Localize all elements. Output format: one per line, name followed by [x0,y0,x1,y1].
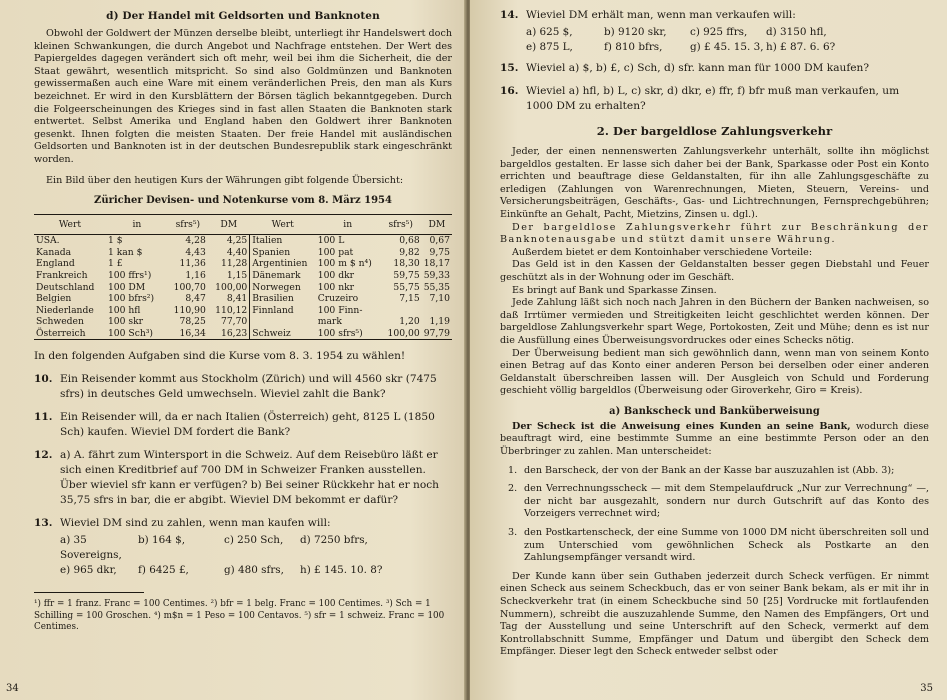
exercise-text: Ein Reisender will, da er nach Italien (Österreich) geht, 8125 L (1850 Sch) kaufen. Wieviel DM fordert die Bank? [60,411,435,439]
table-cell: Finnland [250,305,316,317]
column-header: DM [208,215,250,235]
table-cell: 1,15 [226,269,248,281]
list-item: a) 625 $, [526,26,573,38]
list-item: b) 164 $, [138,534,186,547]
page-right [470,0,947,700]
table-row [34,328,452,340]
column-header: Wert [250,215,316,235]
table-cell: Schweiz [250,328,316,340]
exercise-11 [34,410,452,440]
exercise-number: 10. [34,373,53,386]
table-cell: 100 Sch³) [106,328,168,340]
table-cell: 9,75 [429,246,450,258]
list-item: e) 965 dkr, [60,564,117,577]
table-cell: Deutschland [36,281,95,293]
table-cell: 110,90 [173,304,206,316]
list-item: c) 925 ffrs, [690,26,748,38]
table-cell: Niederlande [36,304,94,316]
table-cell: 100 hfl [107,304,141,316]
table-cell: Cruzeiro [317,293,359,305]
list-item: g) 480 sfrs, [224,564,284,577]
table-cell: 4,40 [226,246,248,258]
table-cell: 55,75 [393,281,420,293]
table-cell: 100 sfrs⁵) [316,328,380,340]
list-item: a) 35 Sovereigns, [60,534,122,562]
subheading: a) Bankscheck und Banküberweisung [609,405,820,417]
exercise-14-items [500,25,929,55]
list-text: den Verrechnungsscheck — mit dem Stempelaufdruck „Nur zur Verrechnung“ —, der nicht bar ausgezahlt, sondern nur durch Gutschrift auf das Konto des Vorzeigers verrechnet wird; [524,483,929,520]
table-cell: Italien [250,235,316,247]
table-cell: Schweden [36,316,84,328]
exercise-12 [34,448,452,508]
paragraph [500,421,929,459]
exercise-10 [34,372,452,402]
table-cell: 97,79 [423,327,450,339]
table-cell: mark [317,316,342,328]
exercise-text: Wieviel DM erhält man, wenn man verkaufen will: [526,9,796,21]
table-cell: 55,35 [423,281,450,293]
table-cell: 100 Finn- [317,304,363,316]
list-item: d) 7250 bfrs, [300,534,368,547]
list-item: b) 9120 skr, [604,26,667,38]
exercise-text: Wieviel a) $, b) £, c) Sch, d) sfr. kann man für 1000 DM kaufen? [526,62,870,74]
list-item: e) 875 L, [526,41,573,53]
table-cell: Belgien [36,293,72,305]
exercise-number: 11. [34,411,53,424]
table-cell: Frankreich [36,269,88,281]
page-number: 34 [6,683,19,694]
list-item: d) 3150 hfl, [766,26,827,38]
exchange-rate-table [34,214,452,340]
list-item: h) £ 87. 6. 6? [766,41,836,53]
table-cell: 100 dkr [317,269,355,281]
exercise-text: a) A. fährt zum Wintersport in die Schweiz. Auf dem Reisebüro läßt er sich einen Kreditbrief auf 700 DM in Schweizer Franken ausstellen. Über wieviel sfr kann er verfügen? b) Bei seiner Rückkehr hat er noch 35,75 sfrs in bar, die er abgibt. Wieviel DM bekommt er dafür? [60,449,439,507]
table-cell: 100 ffrs¹) [107,269,152,281]
exercise-13-items [34,533,452,578]
table-cell: 9,82 [399,246,420,258]
exercise-number: 16. [500,85,519,97]
exercise-13 [34,516,452,531]
table-header-row [34,215,452,235]
list-item: c) 250 Sch, [224,534,284,547]
footnotes: ¹) ffr = 1 franz. Franc = 100 Centimes. ²) bfr = 1 belg. Franc = 100 Centimes. ³) Sch = 1 Schilling = 100 Groschen. ⁴) m$n = 1 Peso = 100 Centavos. ⁵) sfr = 1 schweiz. Franc = 100 Centimes. [34,599,445,633]
footnote-divider [34,592,144,593]
section-heading: d) Der Handel mit Geldsorten und Banknoten [106,10,380,22]
list-text: den Barscheck, der von der Bank an der Kasse bar auszuzahlen ist (Abb. 3); [524,464,895,476]
table-cell: 8,47 [185,293,206,305]
table-cell: 100 DM [107,281,146,293]
table-cell: 1,19 [429,316,450,328]
paragraph: Es bringt auf Bank und Sparkasse Zinsen. [512,284,717,296]
table-cell: England [36,258,75,270]
exchange-rate-table-block [34,195,452,340]
page-left [0,0,466,700]
exercise-14 [500,8,929,23]
table-cell: Kanada [36,246,72,258]
paragraph: Der bargeldlose Zahlungsverkehr führt zur Beschränkung der Banknotenausgabe und stützt damit unsere Währung. [500,221,929,246]
table-cell: 4,28 [185,235,206,247]
table-cell [422,305,452,317]
paragraph: Jede Zahlung läßt sich noch nach Jahren in den Büchern der Banken nachweisen, so daß Irrtümer vermieden und Streitigkeiten leicht geschlichtet werden können. Der bargeldlose Zahlungsverkehr spart Wege, Portokosten, Zeit und Mühe; denn es ist nur die Ausfüllung eines Überweisungsvordruckes oder eines Schecks nötig. [500,297,929,346]
exercise-number: 15. [500,62,519,74]
table-cell: 4,25 [226,235,248,247]
table-cell: 1,20 [399,316,420,328]
list-item: f) 810 bfrs, [604,41,663,53]
list-item [500,465,929,478]
table-row [34,270,452,282]
column-header: in [316,215,380,235]
table-row [34,282,452,294]
list-number: 1. [508,464,518,476]
exercise-number: 12. [34,449,53,462]
table-cell: 78,25 [179,316,206,328]
table-cell: Spanien [250,247,316,259]
list-item [500,483,929,521]
table-cell: 16,34 [168,328,208,340]
table-cell: 59,33 [423,269,450,281]
table-title: Züricher Devisen- und Notenkurse vom 8. März 1954 [94,195,392,207]
table-cell: 100 nkr [317,281,355,293]
table-cell: 100,00 [215,281,248,293]
table-cell: 110,12 [215,304,248,316]
paragraph: Ein Bild über den heutigen Kurs der Währungen gibt folgende Übersicht: [46,174,404,186]
exercise-15 [500,61,929,76]
table-cell: 1 £ [107,258,123,270]
table-cell: 100,70 [173,281,206,293]
table-cell: Norwegen [250,282,316,294]
exercise-number: 13. [34,517,53,530]
table-row [34,235,452,247]
paragraph-text: wodurch diese beauftragt wird, eine bestimmte Summe an eine bestimmte Person oder an den Überbringer zu zahlen. Man unterscheidet: [500,420,929,458]
table-cell: 7,15 [399,293,420,305]
table-cell: 100 m $ n⁴) [317,258,372,270]
paragraph: Der Kunde kann über sein Guthaben jederzeit durch Scheck verfügen. Er nimmt einen Scheck aus seinem Scheckbuch, das er von seiner Bank bekam, als er mit ihr in Scheckverkehr trat (in einem Scheckbuche sind 50 [25] Vordrucke mit fortlaufenden Nummern), schreibt die auszuzahlende Summe, den Namen des Empfängers, Ort und Tag der Ausstellung und seine Unterschrift auf den Scheck, vermerkt auf dem Kontrollabschnitt Summe, Empfänger und Datum und übergibt den Scheck dem Empfänger. Dieser legt den Scheck entweder selbst oder [500,570,929,658]
instruction-text: In den folgenden Aufgaben sind die Kurse vom 8. 3. 1954 zu wählen! [34,350,406,363]
list-number: 2. [508,483,518,495]
list-item: g) £ 45. 15. 3, [690,41,764,53]
paragraph: Der Überweisung bedient man sich gewöhnlich dann, wenn man von seinem Konto einen Betrag auf das Konto einer anderen Person bei derselben oder einer anderen Geldanstalt überschreiben lassen will. Der Ausgleich von Schuld und Forderung geschieht völlig bargeldlos (Überweisung oder Giroverkehr, Giro = Kreis). [500,347,929,397]
page-number: 35 [920,683,933,694]
table-row [34,293,452,305]
table-cell: 1 $ [107,235,123,247]
table-body [34,235,452,340]
table-row [34,305,452,317]
column-header: DM [422,215,452,235]
column-header: in [106,215,168,235]
paragraph: Außerdem bietet er dem Kontoinhaber verschiedene Vorteile: [512,246,813,258]
table-row [34,316,452,328]
table-cell: 4,43 [185,246,206,258]
table-cell: 100 L [317,235,345,247]
exercise-text: Wieviel DM sind zu zahlen, wenn man kaufen will: [60,517,331,530]
table-row [34,258,452,270]
list-number: 3. [508,527,518,539]
table-cell: 0,68 [399,235,420,247]
table-cell: Brasilien [250,293,316,305]
table-cell: 18,17 [423,258,450,270]
column-header: sfrs⁵) [380,215,422,235]
table-cell: 8,41 [226,293,248,305]
column-header: sfrs⁵) [168,215,208,235]
table-cell: Argentinien [250,258,316,270]
table-cell: 16,23 [208,328,250,340]
paragraph: Obwohl der Goldwert der Münzen derselbe bleibt, unterliegt ihr Handelswert doch kleinen Schwankungen, die durch Angebot und Nachfrage entstehen. Der Wert des Papiergeldes dagegen verändert sich oft mehr, weil bei ihm die Sicherheit, die der Staat gewährt, wesentlich mitspricht. So sind also Goldmünzen und Banknoten gewissermaßen auch eine Ware mit einem veränderlichen Preis, den man als Kurs bezeichnet. Er wird in den Kursblättern der Börsen täglich bekanntgegeben. Durch die Folgeerscheinungen des Krieges sind in fast allen Staaten die Banknoten stark entwertet. Selbst Amerika und England haben den Goldwert ihrer Banknoten gesenkt. Ihnen folgten die meisten Staaten. Der freie Handel mit ausländischen Geldsorten und Banknoten ist in der deutschen Bundesrepublik stark eingeschränkt worden. [34,28,452,165]
table-cell: Österreich [34,328,106,340]
table-cell: USA. [36,235,60,247]
table-cell: 100,00 [380,328,422,340]
exercise-16 [500,84,929,114]
table-cell: 0,67 [429,235,450,247]
table-cell [250,316,316,328]
list-text: den Postkartenscheck, der eine Summe von 1000 DM nicht überschreiten soll und zum Unterschied vom gewöhnlichen Scheck als Postkarte an den Zahlungsempfänger versandt wird. [524,527,929,564]
emphasis-text: Der Scheck ist die Anweisung eines Kunden an seine Bank, [512,420,851,432]
table-cell: 11,28 [220,258,248,270]
column-header: Wert [34,215,106,235]
table-cell: 11,36 [179,258,206,270]
list-item [500,527,929,565]
exercise-number: 14. [500,9,519,21]
paragraph: Jeder, der einen nennenswerten Zahlungsverkehr unterhält, sollte ihn möglichst bargeldlos gestalten. Er lasse sich daher bei der Bank, Sparkasse oder Post ein Konto errichten und beauftrage diese Geldanstalten, für ihn alle Zahlungsgeschäfte zu erledigen (Zahlungen von Warenrechnungen, Mieten, Steuern, Vereins- und Versicherungsbeiträgen, Geschäfts-, Gas- und Lichtrechnungen, Fernsprechgebühren; Einkünfte an Gehalt, Pacht, Mietzins, Zinsen u. dgl.). [500,146,929,220]
list-item: h) £ 145. 10. 8? [300,564,383,577]
exercise-text: Wieviel a) hfl, b) L, c) skr, d) dkr, e) ffr, f) bfr muß man verkaufen, um 1000 DM zu erhalten? [526,85,900,112]
paragraph: Das Geld ist in den Kassen der Geldanstalten besser gegen Diebstahl und Feuer geschützt als in der Wohnung oder im Geschäft. [500,259,929,283]
table-cell: 100 pat [317,246,354,258]
table-cell: 77,70 [220,316,248,328]
exercise-text: Ein Reisender kommt aus Stockholm (Zürich) und will 4560 skr (7475 sfrs) in deutsches Geld umwechseln. Wieviel zahlt die Bank? [60,373,437,401]
table-cell: 1,16 [185,269,206,281]
table-cell: 18,30 [393,258,420,270]
table-cell [380,305,422,317]
section-heading: 2. Der bargeldlose Zahlungsverkehr [596,124,833,138]
table-row [34,247,452,259]
table-cell: 59,75 [393,269,420,281]
list-item: f) 6425 £, [138,564,189,577]
table-cell: 7,10 [429,293,450,305]
table-cell: Dänemark [250,270,316,282]
table-cell: 1 kan $ [107,246,143,258]
table-cell: 100 skr [107,316,144,328]
table-cell: 100 bfrs²) [107,293,155,305]
